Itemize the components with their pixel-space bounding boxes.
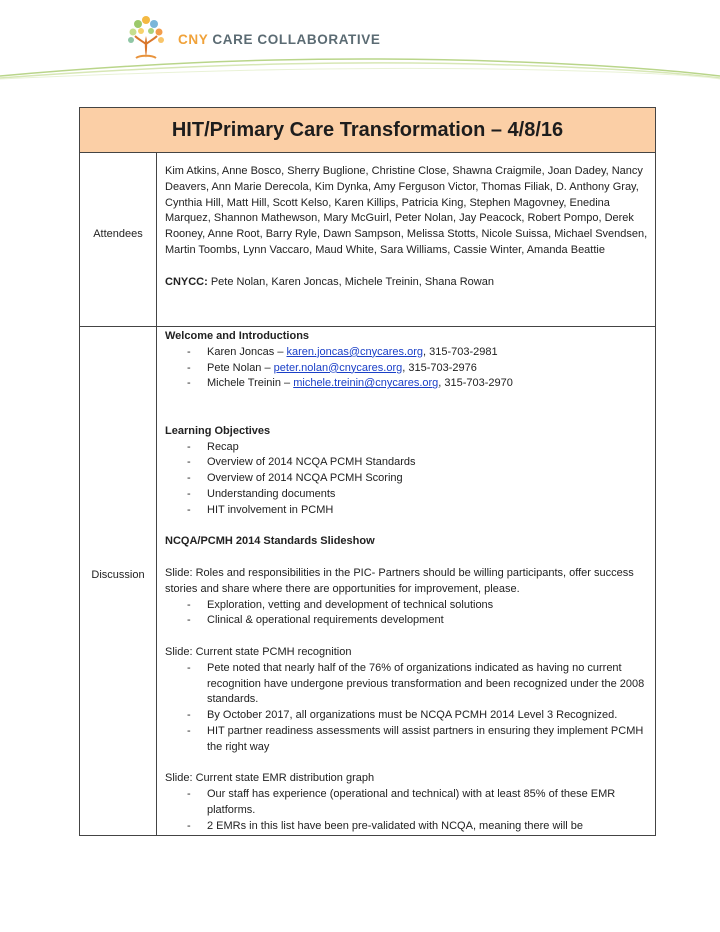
attendees-content — [165, 164, 651, 290]
list-item: - Karen Joncas – karen.joncas@cnycares.org, 315-703-2981 — [165, 345, 651, 361]
page-title: HIT/Primary Care Transformation – 4/8/16 — [171, 118, 564, 141]
list-item: - Michele Treinin – michele.treinin@cnycares.org, 315-703-2970 — [165, 376, 651, 392]
list-item: - Pete noted that nearly half of the 76% of organizations indicated as having no current recognition have undergone previous transformation and been recognized under the 2008 standards. — [165, 661, 651, 708]
list-item: - HIT involvement in PCMH — [165, 503, 651, 519]
header-swoosh — [0, 54, 720, 80]
slide-recognition-list — [165, 661, 651, 756]
discussion-label: Discussion — [91, 569, 145, 581]
list-item: - Our staff has experience (operational and technical) with at least 85% of these EMR platforms. — [165, 787, 651, 819]
list-item: - HIT partner readiness assessments will assist partners in ensuring they implement PCMH the right way — [165, 724, 651, 756]
slideshow-heading: NCQA/PCMH 2014 Standards Slideshow — [165, 535, 375, 548]
attendees-label: Attendees — [93, 228, 143, 240]
discussion-content — [165, 329, 651, 835]
slide-roles-list — [165, 598, 651, 630]
objectives-heading: Learning Objectives — [165, 424, 271, 437]
list-item: - Exploration, vetting and development of technical solutions — [165, 598, 651, 614]
title-separator — [80, 152, 655, 153]
contact-list — [165, 345, 651, 392]
list-item: - Overview of 2014 NCQA PCMH Standards — [165, 455, 651, 471]
column-separator — [156, 327, 157, 835]
title-cell — [80, 108, 655, 153]
slide-emr-text: Slide: Current state EMR distribution graph — [165, 772, 375, 785]
list-item: - Pete Nolan – peter.nolan@cnycares.org, 315-703-2976 — [165, 361, 651, 377]
list-item: - Recap — [165, 440, 651, 456]
minutes-table — [79, 107, 656, 836]
list-item: - Clinical & operational requirements development — [165, 613, 651, 629]
list-item: - Overview of 2014 NCQA PCMH Scoring — [165, 471, 651, 487]
email-link[interactable]: michele.treinin@cnycares.org — [293, 377, 439, 390]
email-link[interactable]: karen.joncas@cnycares.org — [286, 345, 424, 358]
slide-emr-list — [165, 787, 651, 834]
row-separator — [80, 326, 655, 327]
attendees-list: Kim Atkins, Anne Bosco, Sherry Buglione, Christine Close, Shawna Craigmile, Joan Dadey, Nancy Deavers, Ann Marie Derecola, Kim Dynka, Amy Ferguson Victor, Thomas Filiak, D. Anthony Gray, Cynthia Hill, Matt Hill, Scott Kelso, Karen Killips, Patricia King, Stephen Magovney, Enedina Marquez, Shannon Mathewson, Mary McGuirl, Peter Nolan, Jay Peacock, Robert Pompo, Derek Rooney, Anne Root, Barry Ryle, Dawn Sampson, Melissa Stotts, Nicole Suissa, Michael Svendsen, Martin Toombs, Lynn Vaccaro, Maud White, Sara Williams, Cassie Winter, Amanda Beattie — [165, 165, 648, 256]
slide-roles-text: Slide: Roles and responsibilities in the PIC- Partners should be willing participants, offer success stories and share where there are opportunities for improvement, please. — [165, 566, 634, 595]
welcome-heading: Welcome and Introductions — [165, 330, 310, 342]
list-item: - By October 2017, all organizations must be NCQA PCMH 2014 Level 3 Recognized. — [165, 708, 651, 724]
objectives-list — [165, 440, 651, 519]
list-item: - Understanding documents — [165, 487, 651, 503]
email-link[interactable]: peter.nolan@cnycares.org — [273, 361, 403, 374]
cnycc-staff: CNYCC: Pete Nolan, Karen Joncas, Michele Treinin, Shana Rowan — [165, 275, 494, 288]
list-item: - 2 EMRs in this list have been pre-validated with NCQA, meaning there will be — [165, 819, 651, 835]
column-separator — [156, 153, 157, 326]
brand-name: CNY CARE COLLABORATIVE — [178, 32, 381, 47]
slide-recognition-text: Slide: Current state PCMH recognition — [165, 645, 352, 658]
